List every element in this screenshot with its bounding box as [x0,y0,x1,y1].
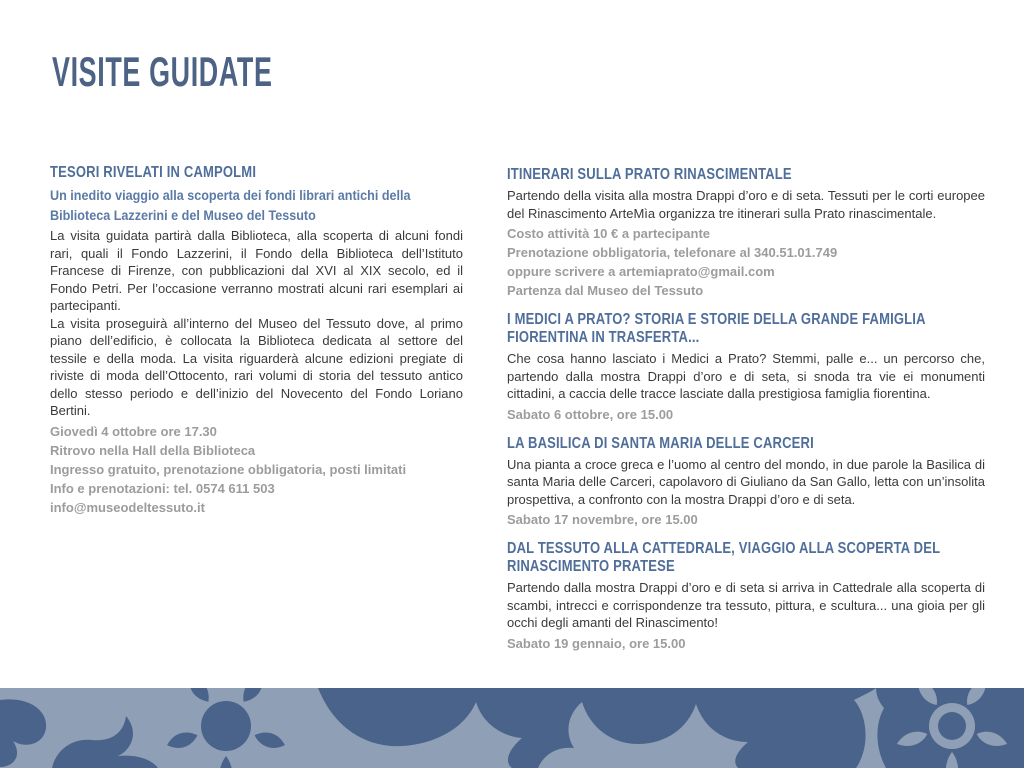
section-heading: I MEDICI A PRATO? STORIA E STORIE DELLA GRANDE FAMIGLIA FIORENTINA IN TRASFERTA... [507,311,926,346]
event-meeting-point: Ritrovo nella Hall della Biblioteca [50,442,256,458]
section-basilica [507,435,985,530]
event-phone: Prenotazione obbligatoria, telefonare al 340.51.01.749 [507,245,838,260]
right-column [507,166,985,664]
section-heading: ITINERARI SULLA PRATO RINASCIMENTALE [507,166,792,183]
section-body-paragraph: La visita proseguirà all’interno del Museo del Tessuto dove, al primo piano dell’edificio, è collocata la Biblioteca dedicata al settore del tessile e della moda. La visita riguarderà alcune edizioni pregiate di riviste di moda dell’Ottocento, rari volumi di storia del tessuto antico dello stesso periodo e dell’inizio del Novecento del Fondo Loriano Bertini. [50,315,463,418]
section-tesori-rivelati [50,164,463,517]
section-body-paragraph: Partendo dalla mostra Drappi d’oro e di seta si arriva in Cattedrale alla scoperta di scambi, intrecci e corrispondenze tra tessuto, pittura, e scultura... una gioia per gli occhi degli amanti del Rinascimento! [507,580,985,630]
event-cost: Costo attività 10 € a partecipante [507,226,711,241]
section-heading: TESORI RIVELATI IN CAMPOLMI [50,164,257,181]
floral-border-pattern [0,688,1024,768]
page-title: VISITE GUIDATE [52,48,273,95]
event-details [507,405,985,424]
section-subtitle: Un inedito viaggio alla scoperta dei fondi librari antichi della Biblioteca Lazzerini e del Museo del Tessuto [50,187,411,223]
event-details [507,634,985,653]
event-details [50,422,463,517]
event-details [507,510,985,529]
event-admission: Ingresso gratuito, prenotazione obbligatoria, posti limitati [50,461,407,477]
section-body-paragraph: Una pianta a croce greca e l’uomo al centro del mondo, in due parole la Basilica di santa Maria delle Carceri, capolavoro di Giuliano da San Gallo, letta con un’insolita prospettiva, a confronto con la mostra Drappi d’oro e di seta. [507,456,985,507]
floral-damask-svg [0,688,1024,768]
section-heading: DAL TESSUTO ALLA CATTEDRALE, VIAGGIO ALLA SCOPERTA DEL RINASCIMENTO PRATESE [507,540,940,575]
section-itinerari [507,166,985,300]
event-date: Sabato 17 novembre, ore 15.00 [507,512,698,527]
event-date: Sabato 19 gennaio, ore 15.00 [507,635,686,651]
section-body-paragraph: Che cosa hanno lasciato i Medici a Prato? Stemmi, palle e... un percorso che, partendo dalla mostra Drappi d’oro e di seta, si snoda tra vie ei monumenti cittadini, a caccia delle tracce lasciate dalla prestigiosa famiglia fiorentina. [507,351,985,401]
section-body-paragraph: Partendo della visita alla mostra Drappi d’oro e di seta. Tessuti per le corti europee del Rinascimento ArteMìa organizza tre itinerari sulla Prato rinascimentale. [507,188,985,221]
event-date: Sabato 6 ottobre, ore 15.00 [507,406,674,422]
section-body-paragraph: La visita guidata partirà dalla Biblioteca, alla scoperta di alcuni fondi rari, quali il Fondo Lazzerini, il Fondo della Biblioteca dell’Istituto Francese di Firenze, con pubblicazioni dal XVI al XIX secolo, ed il Fondo Petri. Per l’occasione verranno mostrati alcuni rari esemplari ai partecipanti. [50,228,463,313]
event-details [507,224,985,300]
event-date: Giovedì 4 ottobre ore 17.30 [50,423,217,439]
section-medici-a-prato [507,311,985,424]
event-phone: Info e prenotazioni: tel. 0574 611 503 [50,480,275,496]
event-email: info@museodeltessuto.it [50,499,205,515]
event-email: oppure scrivere a artemiaprato@gmail.com [507,264,775,279]
left-column [50,164,463,528]
event-meeting-point: Partenza dal Museo del Tessuto [507,283,704,298]
section-tessuto-cattedrale [507,540,985,653]
section-heading: LA BASILICA DI SANTA MARIA DELLE CARCERI [507,434,814,452]
